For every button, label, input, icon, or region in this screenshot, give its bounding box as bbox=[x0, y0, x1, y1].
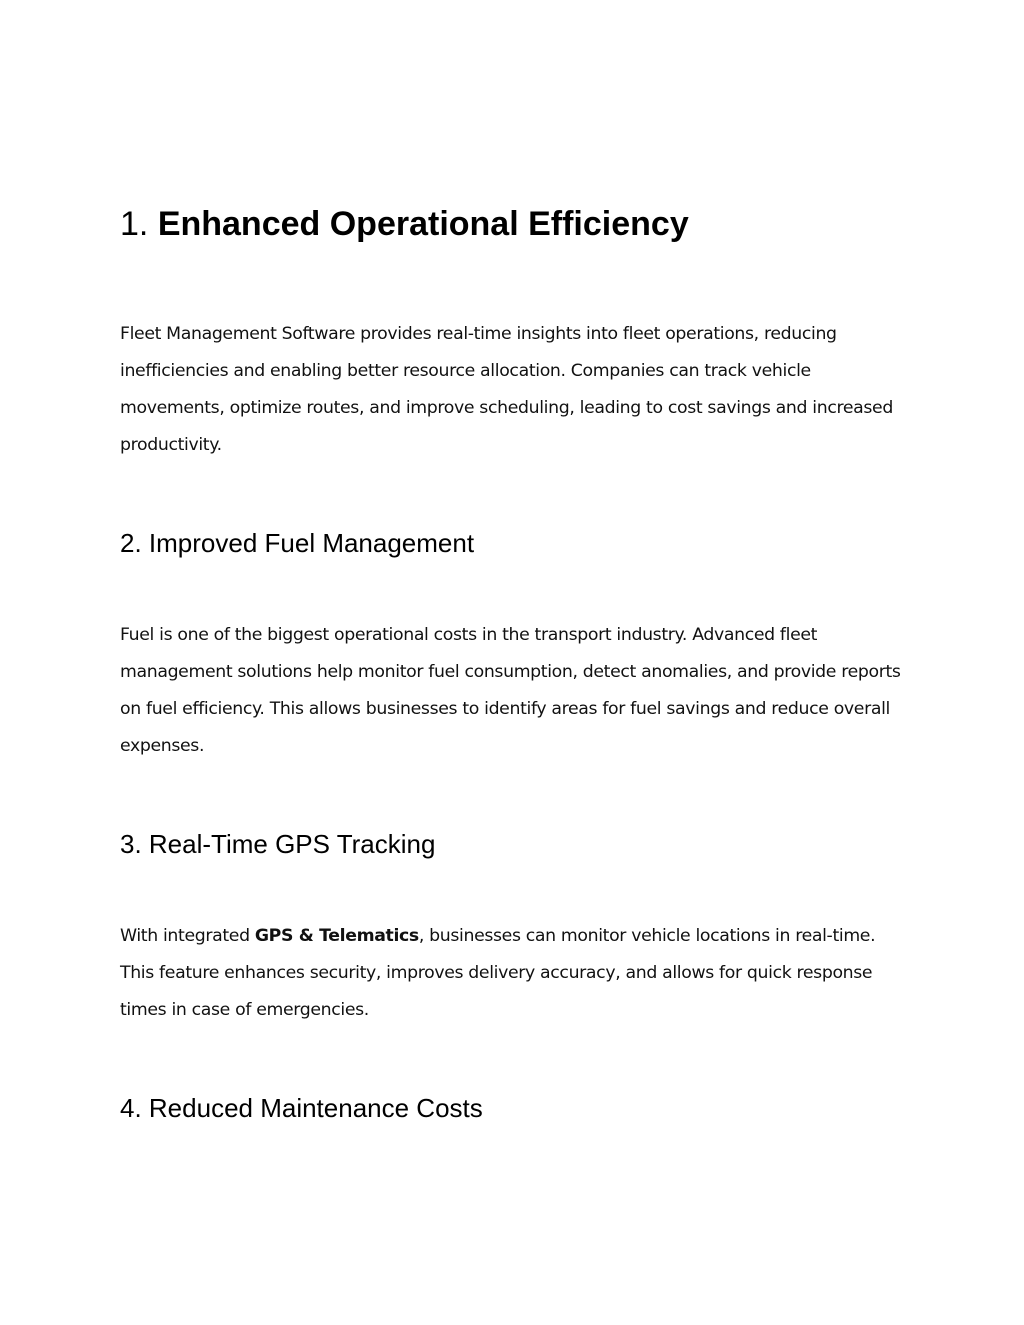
section-3-paragraph bbox=[120, 918, 910, 1029]
gps-telematics-term: GPS & Telematics bbox=[254, 926, 419, 946]
section-3-heading: 3. Real-Time GPS Tracking bbox=[120, 829, 436, 859]
section-3-text-end: , businesses can monitor vehicle locations in real-time. This feature enhances security, improves delivery accuracy, and allows for quick response times in case of emergencies. bbox=[120, 926, 876, 1020]
section-2-heading: 2. Improved Fuel Management bbox=[120, 528, 475, 558]
section-1-number: 1. bbox=[120, 205, 149, 243]
section-1-title: Enhanced Operational Efficiency bbox=[157, 205, 689, 243]
section-3-text-start: With integrated bbox=[120, 926, 255, 946]
section-1-heading bbox=[120, 202, 689, 246]
section-2-paragraph: Fuel is one of the biggest operational costs in the transport industry. Advanced fleet management solutions help monitor fuel consumption, detect anomalies, and provide reports on fuel efficiency. This allows businesses to identify areas for fuel savings and reduce overall expenses. bbox=[120, 625, 901, 756]
section-4-heading: 4. Reduced Maintenance Costs bbox=[120, 1093, 483, 1123]
section-1-paragraph: Fleet Management Software provides real-time insights into fleet operations, reducing inefficiencies and enabling better resource allocation. Companies can track vehicle movements, optimize routes, and improve scheduling, leading to cost savings and increased productivity. bbox=[120, 324, 893, 455]
